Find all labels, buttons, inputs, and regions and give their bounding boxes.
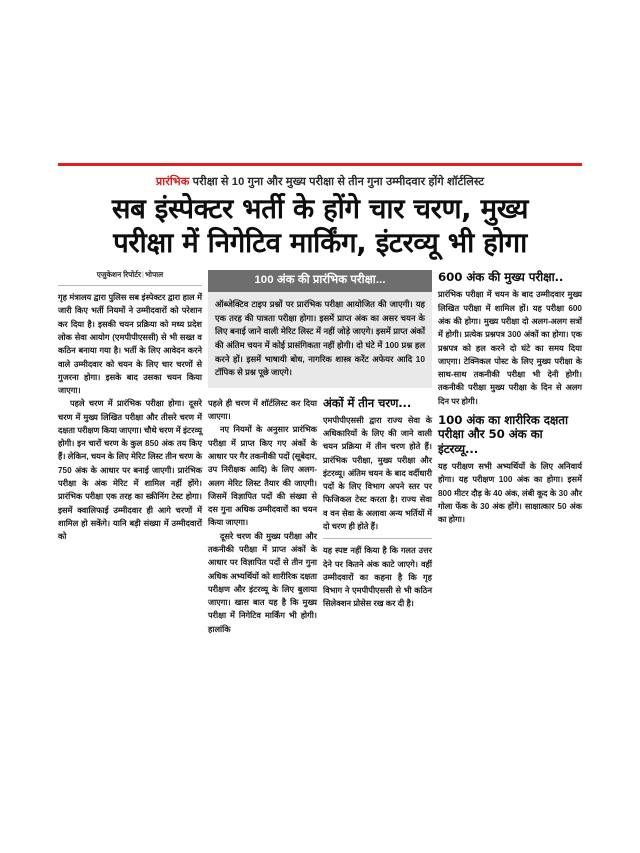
article-columns — [58, 270, 582, 636]
column-2 — [208, 270, 432, 636]
prelim-exam-bar-title: 100 अंक की प्रारंभिक परीक्षा... — [208, 270, 432, 292]
column-2-right-body-top — [323, 414, 432, 534]
column-3-para-1: प्रारंभिक परीक्षा में चयन के बाद उम्मीदवार मुख्य लिखित परीक्षा में शामिल हों। यह परीक्षा 600 अंक की होगा। मुख्य परीक्षा दो अलग-अलग सत्रों में होगी। प्रत्येक प्रश्नपत्र 300 अंकों का होगा। एक प्रश्नपत्र को हल करने दो घंटे का समय दिया जाएगा। टेक्निकल पोस्ट के लिए मुख्य परीक्षा के साथ-साथ तकनीकी परीक्षा भी देनी होगी। तकनीकी परीक्षा मुख्य परीक्षा के दिन से अलग दिन पर होगी। — [438, 290, 582, 406]
article-headline — [58, 193, 582, 260]
headline-line-2: परीक्षा में निगेटिव मार्किंग, इंटरव्यू भी होगा — [113, 226, 527, 259]
column-1 — [58, 270, 202, 543]
column-2-left-para-2: नए नियमों के अनुसार प्रारंभिक परीक्षा में प्राप्त किए गए अंकों के आधार पर गैर तकनीकी पदों (सूबेदार, उप निरीक्षक आदि) के लिए अलग-अलग मेरिट लिस्ट तैयार की जाएगी। जिसमें विज्ञापित पदों की संख्या से दस गुना अधिक उम्मीदवारों का चयन किया जाएगा। — [208, 425, 317, 528]
column-2-left-body — [208, 397, 317, 636]
column-3-body-1 — [438, 288, 582, 408]
mains-exam-heading: 600 अंक की मुख्य परीक्षा.. — [438, 270, 564, 285]
kicker-highlight: प्रारंभिक — [155, 176, 190, 188]
column-1-body — [58, 291, 202, 543]
column-2-left-para-1: पहले ही चरण में शॉर्टलिस्ट कर दिया जाएगा। — [208, 398, 317, 422]
byline-reporter: एजुकेशन रिपोर्टर — [96, 270, 142, 280]
byline-place: भोपाल — [144, 270, 164, 280]
column-2-left-para-3: दूसरे चरण की मुख्य परीक्षा और तकनीकी परीक्षा में प्राप्त अंकों के आधार पर विज्ञापित पदों से तीन गुना अधिक अभ्यर्थियों को शारीरिक दक्षता परीक्षण और इंटरव्यू के लिए बुलाया जाएगा। खास बात यह है कि मुख्य परीक्षा में निगेटिव मार्किंग भी होगी। हालांकि — [208, 531, 317, 634]
column-3-para-2: यह परीक्षण सभी अभ्यर्थियों के लिए अनिवार्य होगा। यह परीक्षण 100 अंक का होगा। इसमें 800 मीटर दौड़ के 40 अंक, लंबी कूद के 30 और गोला फेंक के 30 अंक होंगे। साक्षात्कार 50 अंक का होगा। — [438, 462, 582, 525]
kicker-rest: परीक्षा से 10 गुना और मुख्य परीक्षा से तीन गुना उम्मीदवार होंगे शॉर्टलिस्ट — [192, 176, 485, 188]
byline — [58, 270, 202, 283]
byline-divider — [58, 285, 202, 286]
column-3 — [438, 270, 582, 527]
byline-separator: | — [142, 270, 144, 280]
headline-line-1: सब इंस्पेक्टर भर्ती के होंगे चार चरण, मुख्य — [111, 193, 529, 225]
column-2-subcolumns — [208, 397, 432, 636]
column-1-para-2: पहले चरण में प्रारंभिक परीक्षा होगा। दूसरे चरण में मुख्य लिखित परीक्षा और तीसरे चरण में दक्षता परीक्षण किया जाएगा। चौथे चरण में इंटरव्यू होगी। इन चारों चरण के कुल 850 अंक तय किए हैं। लेकिन, चयन के लिए मेरिट लिस्ट तीन चरण के 750 अंक के आधार पर बनाई जाएगी। प्रारंभिक परीक्षा के अंक मेरिट में शामिल नहीं होंगे। प्रारंभिक परीक्षा एक तरह का स्क्रीनिंग टेस्ट होगा। इसमें क्वालिफाई उम्मीदवार ही आगे चरणों में शामिल हो सकेंगे। यानि बड़ी संख्या में उम्मीदवारों को — [58, 399, 202, 542]
top-red-rule — [58, 163, 582, 166]
marks-three-stages-heading: अंकों में तीन चरण... — [323, 395, 412, 410]
column-1-para-1: गृह मंत्रालय द्वारा पुलिस सब इंस्पेक्टर द्वारा हाल में जारी किए भर्ती नियमों ने उम्मीदवारों को परेशान कर दिया है। इसकी चयन प्रक्रिया को मध्य प्रदेश लोक सेवा आयोग (एमपीपीएससी) से भी सख्त व कठिन बनाया गया है। भर्ती के लिए आवेदन करने वाले उम्मीदवार को चयन के लिए चार चरणों से गुजरना होगा। इसके बाद उसका चयन किया जाएगा। — [58, 293, 202, 396]
prelim-exam-bar-body — [208, 292, 432, 388]
column-2-right — [323, 397, 432, 611]
column-3-body-2 — [438, 460, 582, 526]
column-2-left — [208, 397, 317, 636]
article-kicker — [58, 175, 582, 189]
physical-test-interview-heading: 100 अंक का शारीरिक दक्षता परीक्षा और 50 अंक का इंटरव्यू... — [438, 413, 568, 456]
prelim-exam-bar-text: ऑब्जेक्टिव टाइप प्रश्नों पर प्रारंभिक परीक्षा आयोजित की जाएगी। यह एक तरह की पात्रता परीक्षा होगा। इसमें प्राप्त अंक का असर चयन के लिए बनाई जाने वाली मेरिट लिस्ट में नहीं जोड़े जाएगे। इसमें प्राप्त अंकों की अंतिम चयन में कोई प्रासंगिकता नहीं होगी। दो घंटे में 100 प्रश्न हल करने हों। इसमें भाषायी बोध, नागरिक शास्त्र करेंट अफेयर आदि 10 टॉपिक से प्रश्न पूछे जाएगे। — [215, 299, 425, 378]
column-2-right-body-bottom — [323, 544, 432, 610]
column-2-right-para-2: यह स्पष्ट नहीं किया है कि गलत उत्तर देने पर कितने अंक काटे जाएगे। वहीं उम्मीदवारों का कहना है कि गृह विभाग ने एमपीपीएससी से भी कठिन सिलेक्शन प्रोसेस रख कर दी है। — [323, 546, 432, 609]
article-clipping — [58, 163, 582, 636]
column-2-right-para-1: एमपीपीएससी द्वारा राज्य सेवा के अधिकारियों के लिए की जाने वाली चयन प्रक्रिया में तीन चरण होते हैं। प्रारंभिक परीक्षा, मुख्य परीक्षा और इंटरव्यू। अंतिम चयन के बाद वर्दीधारी पदों के लिए विभाग अपने स्तर पर फिजिकल टेस्ट करता है। राज्य सेवा व वन सेवा के अलावा अन्य भर्तियों में दो चरण ही होते हैं। — [323, 415, 432, 532]
column-2-right-divider — [323, 538, 432, 539]
